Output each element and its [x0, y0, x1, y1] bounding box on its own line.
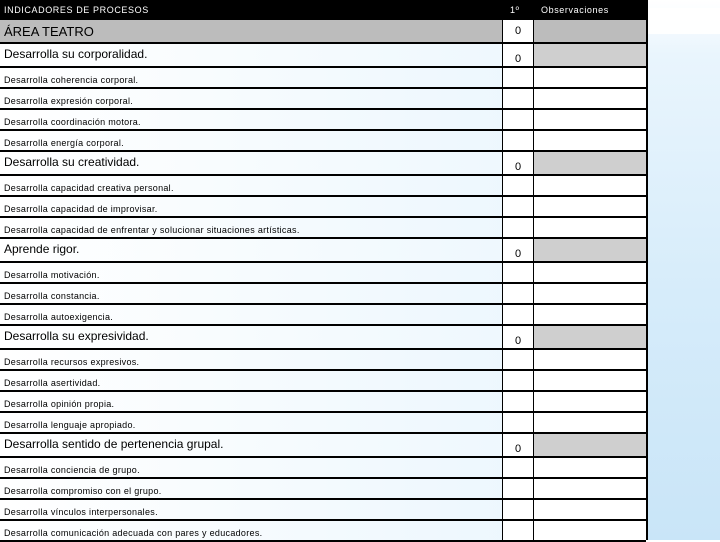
area-row-observation[interactable]: [534, 20, 646, 42]
group-row-observation[interactable]: [534, 44, 646, 66]
indicator-row: [0, 284, 646, 305]
group-row-observation[interactable]: [534, 434, 646, 456]
indicator-row-label: Desarrolla energía corporal.: [4, 138, 124, 148]
indicator-row-score[interactable]: [502, 350, 534, 369]
indicator-row: [0, 458, 646, 479]
indicator-row: [0, 89, 646, 110]
indicator-row-label: Desarrolla vínculos interpersonales.: [4, 507, 158, 517]
header-row: [0, 0, 646, 20]
indicator-row-score[interactable]: [502, 500, 534, 519]
side-panel: [648, 0, 720, 540]
indicator-row-score[interactable]: [502, 68, 534, 87]
indicator-row-observation[interactable]: [534, 458, 646, 477]
indicator-row-score[interactable]: [502, 371, 534, 390]
indicator-row-observation[interactable]: [534, 176, 646, 195]
indicator-row-label: Desarrolla lenguaje apropiado.: [4, 420, 136, 430]
group-row-score[interactable]: 0: [502, 326, 534, 348]
area-row: [0, 20, 646, 44]
indicator-row-score[interactable]: [502, 413, 534, 432]
indicator-row-observation[interactable]: [534, 479, 646, 498]
indicator-row-score[interactable]: [502, 176, 534, 195]
indicator-row: [0, 371, 646, 392]
group-row: [0, 44, 646, 68]
group-row-label: Desarrolla su expresividad.: [4, 329, 149, 343]
indicator-row-score[interactable]: [502, 305, 534, 324]
indicator-row-label: Desarrolla asertividad.: [4, 378, 101, 388]
indicator-row-score[interactable]: [502, 284, 534, 303]
group-row: [0, 152, 646, 176]
group-row-score[interactable]: 0: [502, 434, 534, 456]
indicator-row: [0, 197, 646, 218]
indicator-row-label: Desarrolla comunicación adecuada con pares y educadores.: [4, 528, 263, 538]
indicator-row-score[interactable]: [502, 263, 534, 282]
indicator-row-observation[interactable]: [534, 131, 646, 150]
group-row-label: Desarrolla su corporalidad.: [4, 47, 148, 61]
indicator-row: [0, 131, 646, 152]
indicator-row: [0, 500, 646, 521]
indicator-row-label: Desarrolla recursos expresivos.: [4, 357, 140, 367]
indicator-row: [0, 413, 646, 434]
indicator-row-observation[interactable]: [534, 521, 646, 540]
indicator-row-label: Desarrolla capacidad creativa personal.: [4, 183, 174, 193]
group-row: [0, 239, 646, 263]
indicator-row: [0, 263, 646, 284]
indicator-row-observation[interactable]: [534, 284, 646, 303]
indicator-row-observation[interactable]: [534, 68, 646, 87]
indicator-row: [0, 218, 646, 239]
group-row-label: Aprende rigor.: [4, 242, 80, 256]
group-row-label: Desarrolla sentido de pertenencia grupal.: [4, 437, 224, 451]
indicator-row-label: Desarrolla coherencia corporal.: [4, 75, 139, 85]
indicator-row-score[interactable]: [502, 392, 534, 411]
indicator-row-label: Desarrolla compromiso con el grupo.: [4, 486, 162, 496]
indicator-row-observation[interactable]: [534, 413, 646, 432]
indicator-row-label: Desarrolla expresión corporal.: [4, 96, 134, 106]
indicator-row-score[interactable]: [502, 197, 534, 216]
indicator-row-label: Desarrolla capacidad de enfrentar y solucionar situaciones artísticas.: [4, 225, 300, 235]
indicator-row-observation[interactable]: [534, 305, 646, 324]
indicator-row-label: Desarrolla coordinación motora.: [4, 117, 141, 127]
indicator-row-label: Desarrolla motivación.: [4, 270, 100, 280]
header-indicadores: INDICADORES DE PROCESOS: [4, 5, 149, 15]
group-row-observation[interactable]: [534, 326, 646, 348]
indicator-row-score[interactable]: [502, 521, 534, 540]
indicator-row-observation[interactable]: [534, 500, 646, 519]
indicator-row-label: Desarrolla autoexigencia.: [4, 312, 114, 322]
group-row: [0, 326, 646, 350]
group-row-observation[interactable]: [534, 239, 646, 261]
indicator-row-score[interactable]: [502, 479, 534, 498]
indicator-row-label: Desarrolla capacidad de improvisar.: [4, 204, 158, 214]
indicator-row-score[interactable]: [502, 218, 534, 237]
indicator-row: [0, 176, 646, 197]
indicator-row: [0, 350, 646, 371]
indicator-row-observation[interactable]: [534, 392, 646, 411]
area-row-score[interactable]: 0: [502, 20, 534, 42]
indicator-row: [0, 392, 646, 413]
group-row-score[interactable]: 0: [502, 239, 534, 261]
group-row-score[interactable]: 0: [502, 152, 534, 174]
indicator-row-observation[interactable]: [534, 89, 646, 108]
indicator-row: [0, 110, 646, 131]
group-row-label: Desarrolla su creatividad.: [4, 155, 140, 169]
indicator-row-observation[interactable]: [534, 263, 646, 282]
indicator-row-score[interactable]: [502, 458, 534, 477]
group-row-score[interactable]: 0: [502, 44, 534, 66]
indicator-row: [0, 305, 646, 326]
area-row-label: ÁREA TEATRO: [4, 23, 94, 39]
header-period: 1º: [510, 5, 520, 15]
indicator-row: [0, 479, 646, 500]
indicator-row: [0, 68, 646, 89]
indicator-row-observation[interactable]: [534, 197, 646, 216]
indicator-row-score[interactable]: [502, 131, 534, 150]
indicator-row-label: Desarrolla opinión propia.: [4, 399, 115, 409]
indicator-row-score[interactable]: [502, 110, 534, 129]
indicator-row: [0, 521, 646, 542]
indicator-row-observation[interactable]: [534, 350, 646, 369]
group-row: [0, 434, 646, 458]
indicator-row-score[interactable]: [502, 89, 534, 108]
indicator-row-observation[interactable]: [534, 218, 646, 237]
group-row-observation[interactable]: [534, 152, 646, 174]
indicator-row-label: Desarrolla conciencia de grupo.: [4, 465, 140, 475]
header-observaciones: Observaciones: [541, 5, 609, 15]
indicator-row-label: Desarrolla constancia.: [4, 291, 100, 301]
side-panel-highlight: [648, 8, 720, 34]
indicator-row-observation[interactable]: [534, 110, 646, 129]
indicator-row-observation[interactable]: [534, 371, 646, 390]
